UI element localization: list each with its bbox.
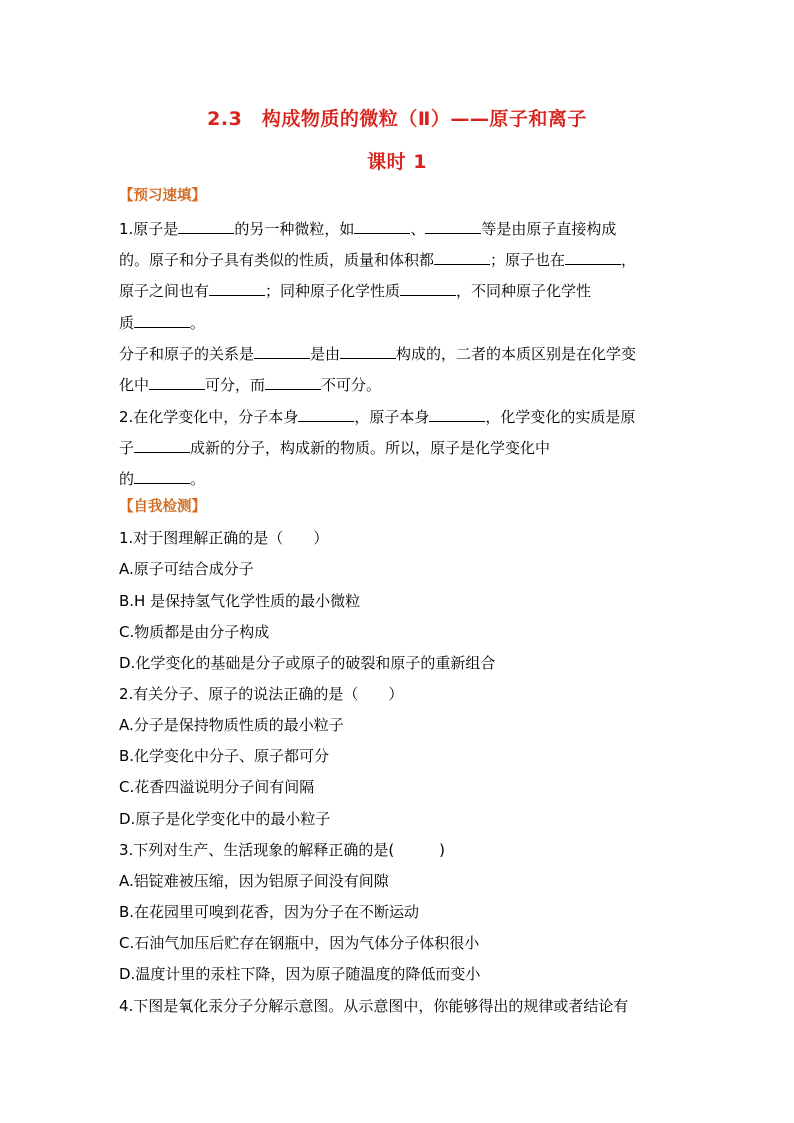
text: 原子之间也有	[119, 282, 210, 300]
fill-blank[interactable]	[134, 466, 190, 484]
answer-option[interactable]: B.化学变化中分子、原子都可分	[119, 747, 330, 765]
fill-blank[interactable]	[178, 216, 234, 234]
fill-blank[interactable]	[298, 404, 354, 422]
text: 构成的，二者的本质区别是在化学变	[396, 345, 637, 363]
answer-option[interactable]: D.原子是化学变化中的最小粒子	[119, 810, 331, 828]
text: ；原子也在	[490, 251, 566, 269]
answer-option[interactable]: A.铝锭难被压缩，因为铝原子间没有间隙	[119, 872, 389, 890]
text: 可分，而	[205, 376, 266, 394]
preview-p2-line1	[119, 341, 689, 364]
text: 是由	[310, 345, 341, 363]
answer-option[interactable]: D.温度计里的汞柱下降，因为原子随温度的降低而变小	[119, 965, 481, 983]
text: 不可分。	[321, 376, 382, 394]
fill-blank[interactable]	[265, 372, 321, 390]
text: ，	[621, 251, 637, 269]
lesson-subtitle: 课时 1	[367, 151, 427, 173]
text: ，原子本身	[354, 408, 430, 426]
text: 的另一种微粒，如	[234, 220, 355, 238]
question-stem: 1.对于图理解正确的是（ ）	[119, 529, 329, 547]
text: 等是由原子直接构成	[481, 220, 617, 238]
fill-blank[interactable]	[429, 404, 485, 422]
text: 的	[119, 470, 135, 488]
text: 成新的分子，构成新的物质。所以，原子是化学变化中	[190, 439, 551, 457]
preview-p1-line4	[119, 310, 689, 333]
answer-option[interactable]: B.在花园里可嗅到花香，因为分子在不断运动	[119, 903, 420, 921]
text: 子	[119, 439, 135, 457]
question-stem: 2.有关分子、原子的说法正确的是（ ）	[119, 685, 404, 703]
fill-blank[interactable]	[354, 216, 410, 234]
fill-blank[interactable]	[209, 278, 265, 296]
preview-p1-line1	[119, 216, 689, 239]
page-title: 2.3 构成物质的微粒（Ⅱ）——原子和离子	[207, 108, 587, 130]
answer-option[interactable]: A.分子是保持物质性质的最小粒子	[119, 716, 344, 734]
preview-p1-line2	[119, 247, 689, 270]
text: 分子和原子的关系是	[119, 345, 255, 363]
question-stem: 3.下列对生产、生活现象的解释正确的是( )	[119, 841, 446, 859]
section-header-selfcheck: 【自我检测】	[119, 499, 206, 515]
preview-p2-line2	[119, 372, 689, 395]
fill-blank[interactable]	[340, 341, 396, 359]
answer-option[interactable]: B.H 是保持氢气化学性质的最小微粒	[119, 592, 361, 610]
text: 、	[410, 220, 426, 238]
answer-option[interactable]: C.石油气加压后贮存在钢瓶中，因为气体分子体积很小	[119, 934, 480, 952]
fill-blank[interactable]	[149, 372, 205, 390]
fill-blank[interactable]	[134, 310, 190, 328]
text: 化中	[119, 376, 150, 394]
preview-p3-line2	[119, 435, 689, 458]
preview-p1-line3	[119, 278, 689, 301]
fill-blank[interactable]	[565, 247, 621, 265]
text: 。	[190, 470, 206, 488]
question-stem: 4.下图是氧化汞分子分解示意图。从示意图中，你能够得出的规律或者结论有	[119, 997, 629, 1015]
text: ，化学变化的实质是原	[485, 408, 636, 426]
fill-blank[interactable]	[254, 341, 310, 359]
preview-p3-line1	[119, 404, 689, 427]
text: 2.在化学变化中，分子本身	[119, 408, 299, 426]
text: 质	[119, 314, 135, 332]
fill-blank[interactable]	[400, 278, 456, 296]
preview-p3-line3	[119, 466, 689, 489]
fill-blank[interactable]	[434, 247, 490, 265]
section-header-preview: 【预习速填】	[119, 188, 206, 204]
text: 1.原子是	[119, 220, 179, 238]
text: 的。原子和分子具有类似的性质，质量和体积都	[119, 251, 435, 269]
text: 。	[190, 314, 206, 332]
answer-option[interactable]: D.化学变化的基础是分子或原子的破裂和原子的重新组合	[119, 654, 496, 672]
text: ，不同种原子化学性	[456, 282, 592, 300]
answer-option[interactable]: C.花香四溢说明分子间有间隔	[119, 778, 315, 796]
fill-blank[interactable]	[425, 216, 481, 234]
answer-option[interactable]: A.原子可结合成分子	[119, 560, 254, 578]
fill-blank[interactable]	[134, 435, 190, 453]
text: ；同种原子化学性质	[265, 282, 401, 300]
answer-option[interactable]: C.物质都是由分子构成	[119, 623, 270, 641]
